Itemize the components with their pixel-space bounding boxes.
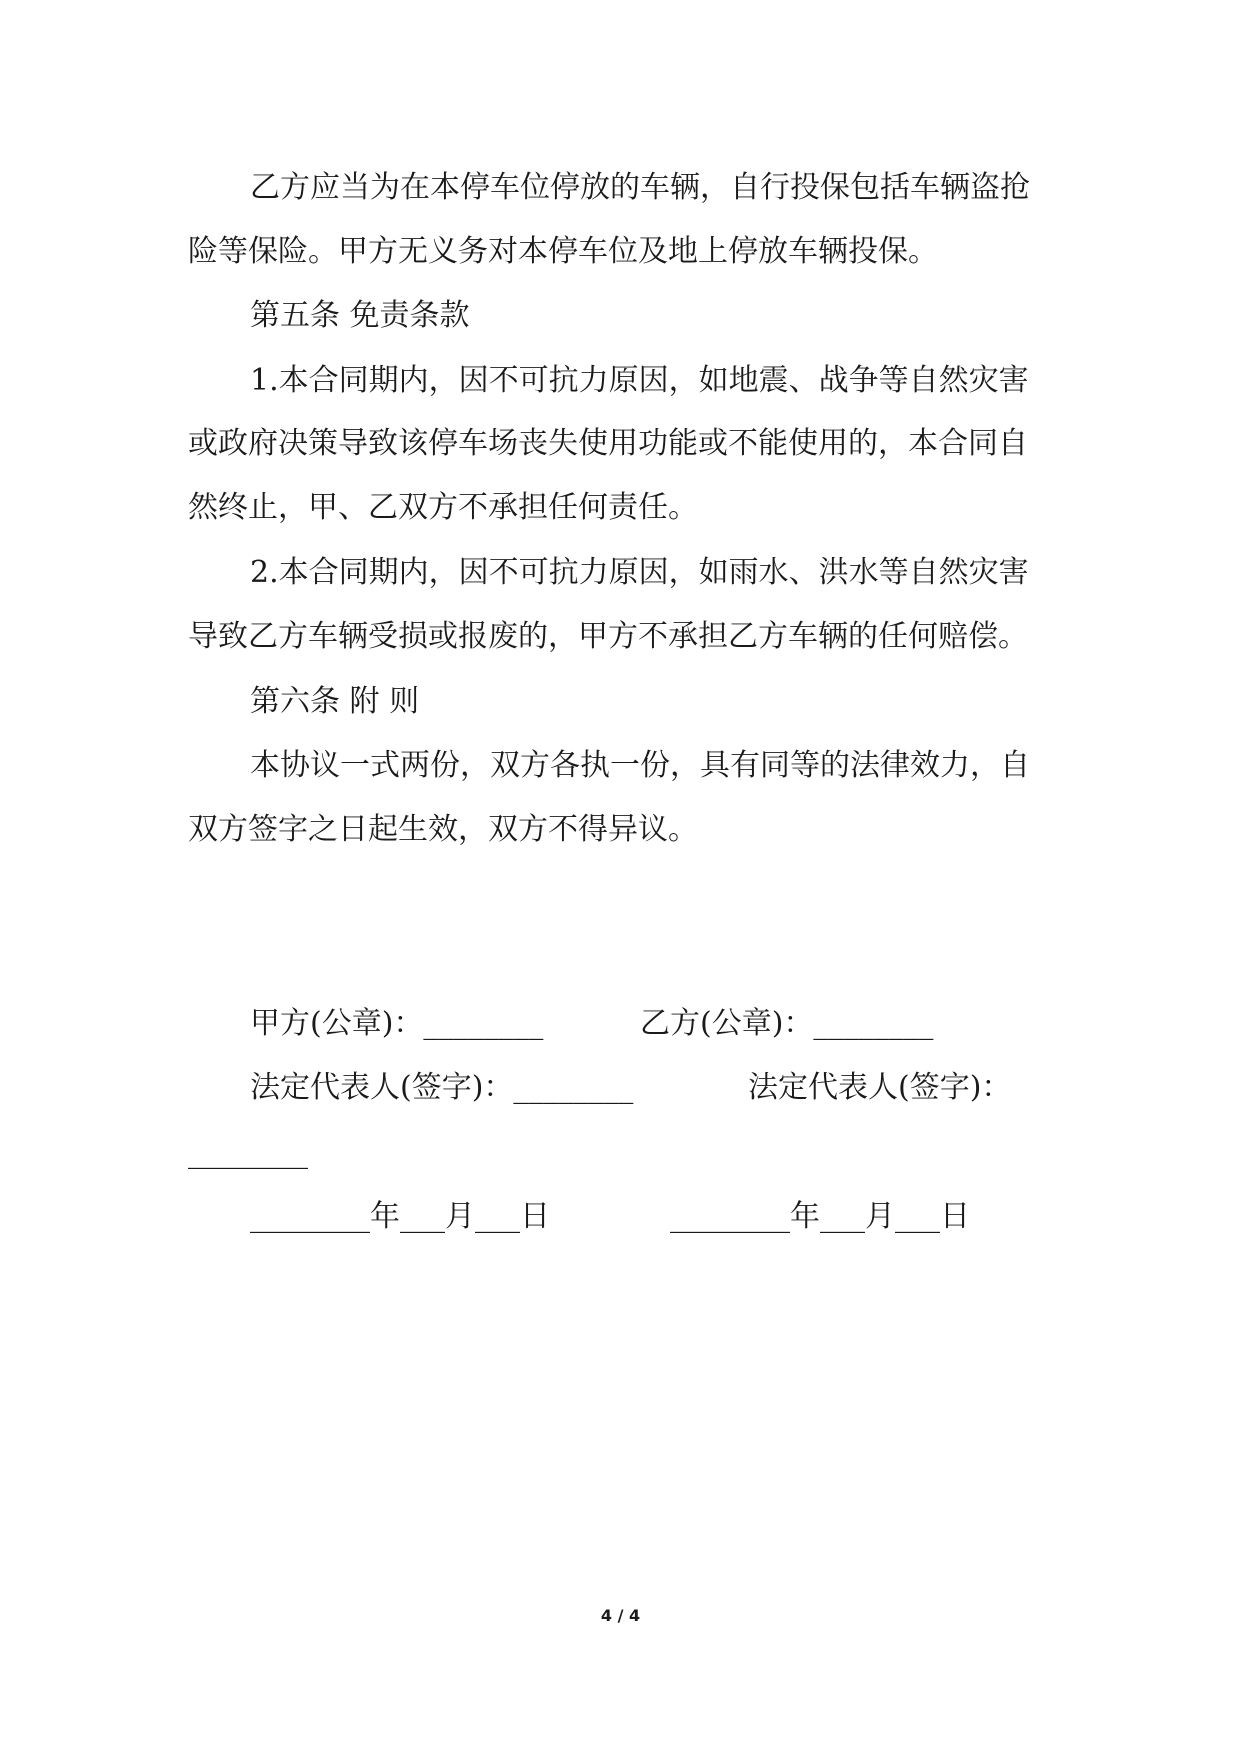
party-b-date: ________年___月___日 xyxy=(670,1199,970,1234)
party-a-date: ________年___月___日 xyxy=(250,1199,550,1234)
paragraph-line: 本协议一式两份，双方各执一份，具有同等的法律效力，自 xyxy=(250,748,1030,783)
party-b-seal: 乙方(公章)：________ xyxy=(640,1006,934,1041)
party-a-representative: 法定代表人(签字)：________ xyxy=(250,1070,634,1105)
paragraph-line: 然终止，甲、乙双方不承担任何责任。 xyxy=(188,490,698,525)
paragraph-line: 险等保险。甲方无义务对本停车位及地上停放车辆投保。 xyxy=(188,234,938,269)
page-number: 4 / 4 xyxy=(600,1606,641,1625)
paragraph-line: 导致乙方车辆受损或报废的，甲方不承担乙方车辆的任何赔偿。 xyxy=(188,619,1028,654)
party-a-seal: 甲方(公章)：________ xyxy=(250,1006,544,1041)
section-heading-5: 第五条 免责条款 xyxy=(250,298,470,333)
party-b-representative: 法定代表人(签字)： xyxy=(748,1070,1012,1105)
paragraph-line: 或政府决策导致该停车场丧失使用功能或不能使用的，本合同自 xyxy=(188,426,1028,461)
paragraph-line: 1.本合同期内，因不可抗力原因，如地震、战争等自然灾害 xyxy=(250,363,1029,398)
paragraph-line: 双方签字之日起生效，双方不得异议。 xyxy=(188,812,698,847)
paragraph-line: 2.本合同期内，因不可抗力原因，如雨水、洪水等自然灾害 xyxy=(250,555,1029,590)
party-b-representative-blank: ________ xyxy=(188,1135,308,1170)
paragraph-line: 乙方应当为在本停车位停放的车辆，自行投保包括车辆盗抢 xyxy=(250,170,1030,205)
section-heading-6: 第六条 附 则 xyxy=(250,684,420,719)
